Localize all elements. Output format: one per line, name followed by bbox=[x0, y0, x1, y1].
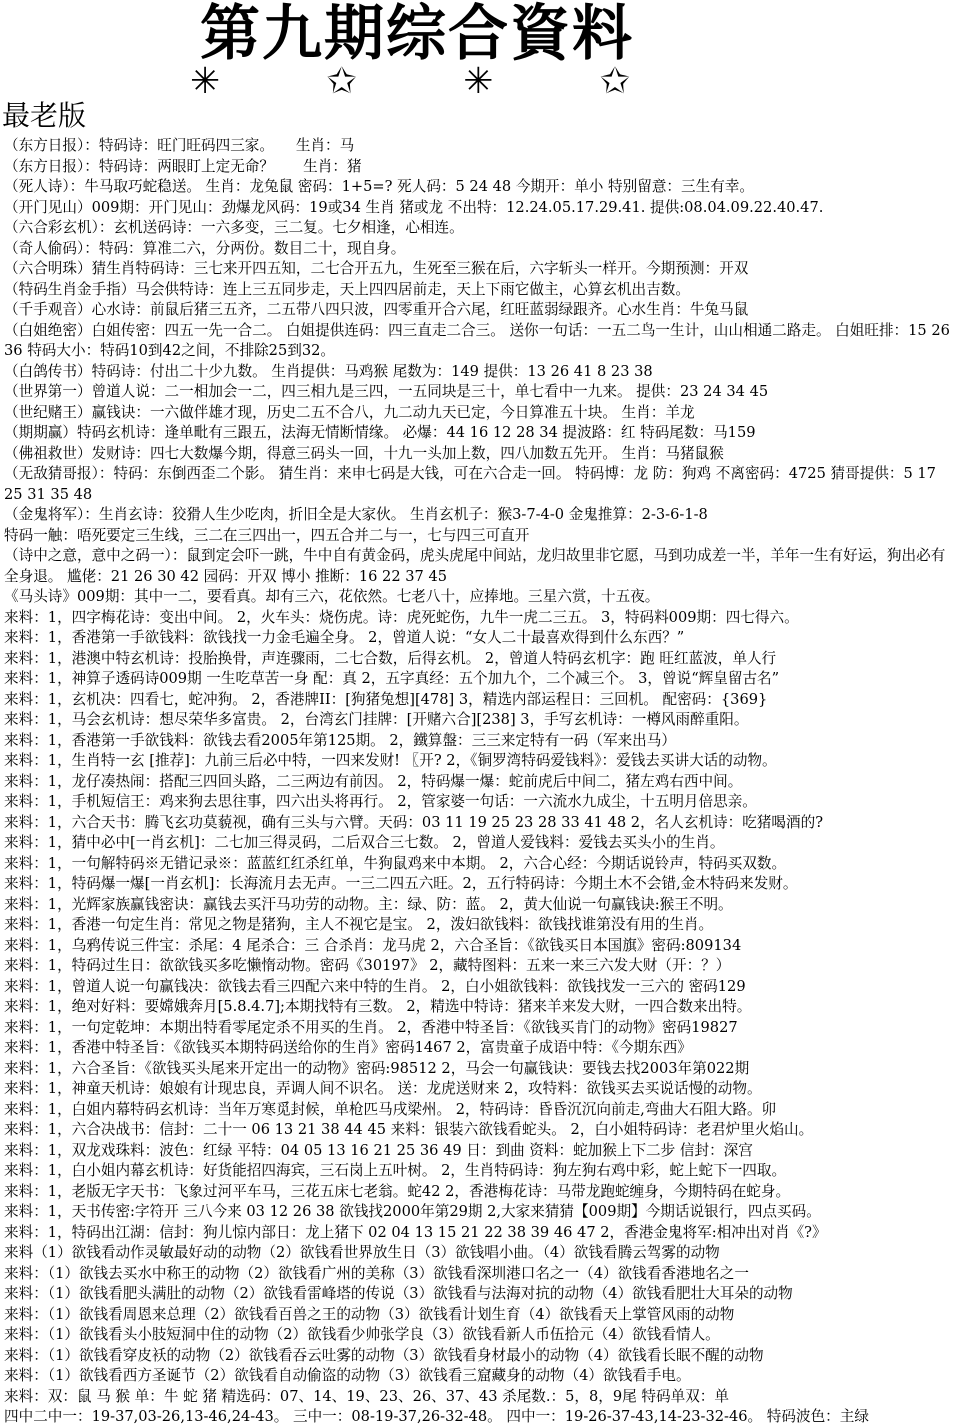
star-icon: ✳ bbox=[190, 61, 221, 102]
text-line: （金鬼将军）：生肖玄诗：狡猾人生少吃肉，折旧全是大家伙。 生肖玄机子：猴3-7-4-0 金鬼推算：2-3-6-1-8 bbox=[4, 506, 708, 523]
text-line: 来料：1，六合决战书：信封：二十一 06 13 21 38 44 45 来料：银装六欲钱看蛇头。 2，白小姐特码诗：老君炉里火焰山。 bbox=[4, 1121, 814, 1138]
text-line: 来料：1，神童天机诗：娘娘有计现忠良，弄调人间不识名。 送：龙虎送财来 2，攻特料：欲钱买去买说话慢的动物。 bbox=[4, 1080, 762, 1097]
text-line: 来料：1，老版无字天书：飞象过河平车马，三花五床七老翁。蛇42 2，香港梅花诗：马带龙跑蛇缠身，今期特码在蛇身。 bbox=[4, 1182, 791, 1200]
text-line: 来料：1，白姐内幕特码玄机诗：当年万寒觅封候，单枪匹马戌梁州。 2，特码诗：昏昏沉沉向前走,弯曲大石阻大路。卯 bbox=[4, 1100, 777, 1118]
text-line: 来料：1，特码爆一爆[一肖玄机]：长海流月去无声。一三二四五六旺。2，五行特码诗：今期土木不会错,金木特码来发财。 bbox=[4, 875, 798, 892]
text-line: 来料（1）欲钱看动作灵敏最好动的动物（2）欲钱看世界放生日（3）欲钱唱小曲。（4）欲钱看腾云驾雾的动物 bbox=[4, 1244, 720, 1261]
text-line: 来料：（1）欲钱去买水中称王的动物（2）欲钱看广州的美称（3）欲钱看深圳港口名之一（4）欲钱看香港地名之一 bbox=[4, 1264, 749, 1282]
text-line: 来料：1，一句解特码※无错记录※：蓝蓝红红杀红单，牛狗鼠鸡来中本期。 2，六合心经：今期话说铃声，特码买双数。 bbox=[4, 854, 787, 872]
text-line: （六合明珠）猜生肖特码诗：三七来开四五知，二七合开五九，生死至三猴在后，六字斩头一样开。今期预测：开双 bbox=[4, 260, 749, 277]
text-line: （无敌猜哥报）：特码：东倒西歪二个影。 猜生肖：来申七码是大钱，可在六合走一回。 特码博：龙 防：狗鸡 不离密码：4725 猜哥提供：5 17 25 31 35 48 bbox=[4, 465, 936, 503]
text-line: （开门见山）009期：开门见山：劲爆龙风码：19或34 生肖 猪或龙 不出特：12.24.05.17.29.41. 提供:08.04.09.22.40.47. bbox=[4, 198, 824, 216]
text-line: 来料：（1）欲钱看头小肢短洞中住的动物（2）欲钱看少帅张学良（3）欲钱看新人币伍拾元（4）欲钱看情人。 bbox=[4, 1326, 720, 1343]
text-line: （千手观音）心水诗：前鼠后猪三五齐，二五带八四只波，四零重开合六尾，红旺蓝弱绿跟齐。心水生肖：牛兔马鼠 bbox=[4, 301, 749, 318]
text-line: （奇人偷码）：特码：算准二六，分两份。数目二十，现自身。 bbox=[4, 239, 406, 257]
star-icon: ✩ bbox=[599, 61, 630, 102]
text-line: 来料：1，香港中特圣旨：《欲钱买本期特码送给你的生肖》密码1467 2，富贵童子成语中特：《今期东西》 bbox=[4, 1039, 692, 1056]
text-line: 来料：1，绝对好料：要嫦娥奔月[5.8.4.7];本期找特有三数。 2，精选中特诗：猪来羊来发大财，一四合数来出特。 bbox=[4, 998, 752, 1015]
text-line: 来料：1，香港第一手欲钱料：欲钱去看2005年第125期。 2，鐵算盤：三三来定特有一码（军来出马） bbox=[4, 731, 676, 749]
text-line: （东方日报）：特码诗：两眼盯上定无命？ 生肖：猪 bbox=[4, 157, 362, 175]
text-line: 来料：1，天书传密:字符开 三八今来 03 12 26 38 欲钱找2000年第29期 2,大家来猜猜【009期】今期话说银行，四点买码。 bbox=[4, 1203, 821, 1220]
text-line: （诗中之意，意中之码一）：鼠到定会吓一跳，牛中自有黄金码，虎头虎尾中间站，龙归故里非它愿，马到功成差一半，羊年一生有好运，狗出必有全身退。 尴佬：21 26 30 42 园码：开双 博小 推断：16 22 37 45 bbox=[4, 547, 946, 585]
star-icon: ✩ bbox=[326, 61, 357, 102]
text-line: （死人诗）：牛马取巧蛇稳送。 生肖：龙兔鼠 密码：1+5=? 死人码：5 24 48 今期开：单小 特别留意：三生有幸。 bbox=[4, 178, 754, 195]
text-line: （佛祖救世）发财诗：四七大数爆今期，得意三码头一回，十九一头加上数，四八加数五先开。 生肖：马猪鼠猴 bbox=[4, 444, 724, 462]
text-line: 来料：1，马会玄机诗：想尽荣华多富贵。 2，台湾玄门挂牌：[开赌六合][238] 3，手写玄机诗：一樽风雨醉重阳。 bbox=[4, 711, 749, 728]
text-line: 来料：（1）欲钱看周恩来总理（2）欲钱看百兽之王的动物（3）欲钱看计划生育（4）欲钱看天上掌管风雨的动物 bbox=[4, 1305, 735, 1323]
text-line: 来料：1，曾道人说一句赢钱决：欲钱去看三四配六来中特的生肖。 2，白小姐欲钱料：欲钱找发一三六的 密码129 bbox=[4, 977, 746, 995]
page-title: 第九期综合資料 bbox=[200, 0, 634, 69]
document-body bbox=[4, 136, 950, 1428]
text-line: （东方日报）：特码诗：旺门旺码四三家。 生肖：马 bbox=[4, 137, 355, 154]
star-icon: ✳ bbox=[463, 61, 494, 102]
text-line: 来料：1，特码过生日：欲欲钱买多吃懒惰动物。密码《30197》 2，藏特图料：五来一来三六发大财（开：？） bbox=[4, 957, 731, 974]
text-line: 来料：（1）欲钱看肥头满肚的动物（2）欲钱看雷峰塔的传说（3）欲钱看与法海对抗的动物（4）欲钱看肥壮大耳朵的动物 bbox=[4, 1285, 793, 1302]
text-line: 来料：1，一句定乾坤：本期出特看零尾定杀不用买的生肖。 2，香港中特圣旨：《欲钱买肯门的动物》密码19827 bbox=[4, 1018, 738, 1036]
text-line: 来料：双：鼠 马 猴 单：牛 蛇 猪 精选码：07、14、19、23、26、37、43 杀尾数.：5，8，9尾 特码单双：单 bbox=[4, 1387, 729, 1405]
star-decoration-row bbox=[190, 61, 630, 102]
text-line: 来料：1，港澳中特玄机诗：投胎换骨，声连骤雨，二七合数，后得玄机。 2，曾道人特码玄机字：跑 旺红蓝波，单人行 bbox=[4, 649, 777, 667]
text-line: 来料：1，双龙戏珠料：波色：红绿 平特：04 05 13 16 21 25 36 49 日：到曲 资料：蛇加猴上下二步 信封：深宫 bbox=[4, 1141, 753, 1159]
text-line: 来料：1，特码出江湖：信封：狗儿惊内部日：龙上猪下 02 04 13 15 21 22 38 39 46 47 2，香港金鬼将军:相冲出对肖《?》 bbox=[4, 1223, 827, 1241]
text-line: 来料：1，光辉家族赢钱密诀：赢钱去买汗马功劳的动物。主：绿、防：蓝。 2，黄大仙说一句赢钱诀:猴王不明。 bbox=[4, 895, 733, 913]
text-line: 来料：1，六合圣旨：《欲钱买头尾来开定出一的动物》密码:98512 2，马会一句赢钱诀：要钱去找2003年第022期 bbox=[4, 1059, 750, 1077]
text-line: （期期赢）特码玄机诗：逢单毗有三跟五，法海无情断情缘。 必爆：44 16 12 28 34 提波路：红 特码尾数：马159 bbox=[4, 424, 756, 441]
text-line: 来料：（1）欲钱看穿皮袄的动物（2）欲钱看吞云吐雾的动物（3）欲钱看身材最小的动物（4）欲钱看长眠不醒的动物 bbox=[4, 1346, 764, 1364]
text-line: 来料：1，神算子透码诗009期 一生吃草苦一身 配：真 2，五字真经：五个加九个，二个减三个。 3，曾说“辉皇留古名” bbox=[4, 670, 780, 687]
version-label: 最老版 bbox=[2, 99, 87, 132]
text-line: 来料：1，四字梅花诗：变出中间。 2，火车头：烧伤虎。诗：虎死蛇伤，九牛一虎二三五。 3，特码料009期：四七得六。 bbox=[4, 608, 799, 626]
text-line: 来料：1，香港一句定生肖：常见之物是猪狗，主人不视它是宝。 2，泼妇欲钱料：欲钱找谁第没有用的生肖。 bbox=[4, 916, 714, 933]
text-line: （世纪赌王）赢钱诀：一六做伴雄才现，历史二五不合八，九二动九天已定，今日算准五十块。 生肖：羊龙 bbox=[4, 403, 695, 421]
text-line: （世界第一）曾道人说：二一相加会一二，四三相九是三四，一五同块是三十，单七看中一九来。 提供：23 24 34 45 bbox=[4, 383, 769, 400]
text-line: 来料：1，猜中必中[一肖玄机]：二七加三得灵码，二后双合三七数。 2，曾道人爱钱料：爱钱去买头小的生肖。 bbox=[4, 834, 725, 851]
text-line: 来料：（1）欲钱看西方圣诞节（2）欲钱看自动偷盗的动物（3）欲钱看三窟藏身的动物（4）欲钱看手电。 bbox=[4, 1367, 691, 1384]
text-line: 来料：1，乌鸦传说三件宝：杀尾：4 尾杀合：三 合杀肖：龙马虎 2，六合圣旨：《欲钱买日本国旗》密码:809134 bbox=[4, 936, 742, 954]
text-line: 来料：1，手机短信王：鸡来狗去思往事，四六出头将再行。 2，管家婆一句话：一六流水九成尘，十五明月倍思亲。 bbox=[4, 793, 757, 810]
text-line: 来料：1，生肖特一玄 [推荐]：九前三后必中特，一四来发财! 〖开? 2，《铜罗湾特码爱钱料》：爱钱去买讲大话的动物。 bbox=[4, 752, 777, 769]
text-line: （六合彩玄机）：玄机送码诗：一六多变，三二复。七夕相逢，心相连。 bbox=[4, 219, 464, 236]
text-line: 来料：1，玄机决：四看七，蛇冲狗。 2，香港牌II：[狗猪兔想][478] 3，精选内部运程日：三回机。 配密码：{369} bbox=[4, 690, 768, 708]
text-line: （白鸽传书）特码诗：付出二十少九数。 生肖提供：马鸡猴 尾数为：149 提供：13 26 41 8 23 38 bbox=[4, 362, 653, 380]
text-line: 来料：1，香港第一手欲钱料：欲钱找一力金毛遍全身。 2，曾道人说：“女人二十最喜欢得到什么东西？” bbox=[4, 629, 685, 646]
text-line: （特码生肖金手指）马会供特诗：连上三五同步走，天上四四居前走，天上下雨它做主，心算玄机出吉数。 bbox=[4, 280, 690, 298]
text-line: 来料：1，白小姐内幕玄机诗：好货能招四海宾，三石岗上五叶树。 2，生肖特码诗：狗左狗右鸡中彩，蛇上蛇下一四取。 bbox=[4, 1162, 787, 1179]
text-line: 四中二中一：19-37,03-26,13-46,24-43。 三中一：08-19-37,26-32-48。 四中一：19-26-37-43,14-23-32-46。 特码波色：主绿 bbox=[4, 1408, 869, 1425]
text-line: （白姐绝密）白姐传密：四五一先一合二。 白姐提供连码：四三直走二合三。 送你一句话：一五二鸟一生计，山山相通二路走。 白姐旺排：15 26 36 特码大小：特码10到42之间，不排除25到32。 bbox=[4, 321, 950, 359]
text-line: 来料：1，龙仔凑热闹：搭配三四回头路，二三两边有前因。 2，特码爆一爆：蛇前虎后中间二，猪左鸡右西中间。 bbox=[4, 772, 743, 790]
text-line: 来料：1，六合天书：腾飞玄功莫藐视，确有三头与六臂。天码：03 11 19 25 23 28 33 41 48 2，名人玄机诗：吃猪喝酒的? bbox=[4, 813, 824, 831]
text-line: 特码一触：唔死要定三生线，三二在三四出一，四五合并二与一，七与四三可直开 bbox=[4, 526, 530, 544]
text-line: 《马头诗》009期：其中一二，要看真。却有三六，花依然。七老八十，应捧地。三星六赏，十五夜。 bbox=[4, 588, 660, 605]
